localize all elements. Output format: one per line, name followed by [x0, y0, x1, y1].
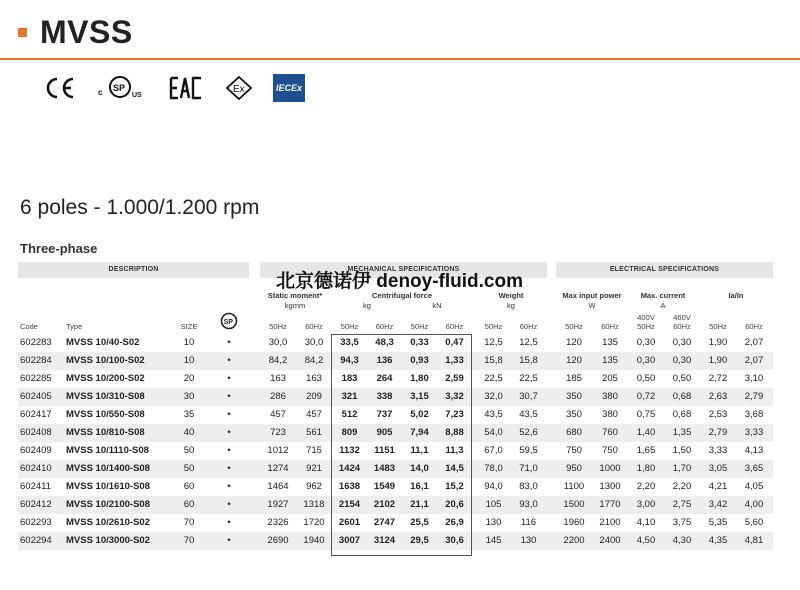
table-cell: 4,10 — [636, 517, 656, 528]
table-cell: 2100 — [599, 517, 621, 528]
table-cell: 0,30 — [672, 355, 692, 366]
table-cell: 78,0 — [484, 463, 503, 474]
table-cell: 29,5 — [410, 535, 429, 546]
watermark-text: 北京德诺伊 denoy-fluid.com — [276, 271, 524, 292]
table-cell: 50 — [183, 463, 195, 474]
table-cell: 2747 — [373, 517, 396, 528]
table-cell: 602412 — [20, 499, 52, 510]
table-cell: 0,30 — [672, 337, 692, 348]
table-cell: 1000 — [599, 463, 621, 474]
band-description: DESCRIPTION — [18, 262, 249, 278]
table-cell: • — [227, 481, 231, 492]
table-cell: 1318 — [303, 499, 325, 510]
table-cell: 1132 — [339, 445, 360, 456]
col-i-460v: 460V — [673, 313, 691, 322]
table-cell: 1500 — [563, 499, 585, 510]
table-cell: 3,33 — [744, 427, 764, 438]
table-cell: 3,15 — [410, 391, 429, 402]
table-cell: 2154 — [338, 499, 361, 510]
table-cell: 1,65 — [636, 445, 656, 456]
table-cell: 1464 — [267, 481, 289, 492]
table-cell: 135 — [602, 355, 618, 366]
table-cell: 43,5 — [519, 409, 538, 420]
table-cell: • — [227, 499, 231, 510]
product-title: MVSS — [40, 14, 133, 50]
table-cell: 1,80 — [636, 463, 656, 474]
table-cell: • — [227, 391, 231, 402]
table-cell: 1927 — [267, 499, 289, 510]
svg-text:SP: SP — [223, 319, 233, 326]
table-cell: 3,00 — [636, 499, 656, 510]
table-cell: 350 — [566, 391, 582, 402]
table-cell: 20 — [183, 373, 195, 384]
table-cell: 338 — [376, 391, 393, 402]
table-cell: 3,32 — [445, 391, 464, 402]
table-cell: 1100 — [563, 481, 585, 492]
table-cell: 1012 — [267, 445, 289, 456]
table-cell: 83,0 — [519, 481, 538, 492]
table-cell: 10 — [183, 355, 195, 366]
table-cell: 602411 — [20, 481, 51, 492]
table-cell: 602409 — [20, 445, 52, 456]
table-cell: 183 — [341, 373, 358, 384]
table-cell: 1,35 — [672, 427, 692, 438]
group-centrifugal-force: Centrifugal force — [371, 291, 432, 300]
table-cell: 737 — [376, 409, 393, 420]
table-cell: 602284 — [20, 355, 52, 366]
table-cell: 380 — [602, 409, 618, 420]
max-current-unit: A — [660, 301, 666, 310]
table-cell: 70 — [183, 517, 195, 528]
table-cell: 0,75 — [636, 409, 656, 420]
table-cell: 3007 — [338, 535, 361, 546]
col-p-50hz: 50Hz — [565, 322, 583, 331]
table-cell: 7,23 — [445, 409, 464, 420]
col-cfkg-60hz: 60Hz — [375, 322, 394, 331]
col-p-60hz: 60Hz — [601, 322, 619, 331]
table-cell: 0,50 — [672, 373, 692, 384]
table-cell: 2,79 — [744, 391, 764, 402]
table-cell: 70 — [183, 535, 195, 546]
table-cell: 1638 — [338, 481, 361, 492]
table-cell: MVSS 10/2100-S08 — [66, 499, 150, 510]
table-cell: 3,05 — [708, 463, 728, 474]
table-cell: 2,72 — [708, 373, 728, 384]
col-sm-60hz: 60Hz — [305, 322, 323, 331]
table-cell: 2,07 — [744, 337, 764, 348]
table-cell: 1770 — [599, 499, 621, 510]
table-cell: 130 — [485, 517, 502, 528]
table-cell: 30,7 — [519, 391, 538, 402]
table-cell: 163 — [306, 373, 322, 384]
table-cell: 0,30 — [636, 337, 656, 348]
table-cell: 602408 — [20, 427, 52, 438]
table-cell: 2400 — [599, 535, 621, 546]
centrifugal-unit-kn: kN — [432, 301, 442, 310]
table-cell: 11,1 — [410, 445, 429, 456]
table-cell: • — [227, 517, 231, 528]
table-cell: 33,5 — [340, 337, 359, 348]
iecex-mark-icon — [272, 74, 306, 102]
col-i-50hz: 50Hz — [637, 322, 655, 331]
table-cell: 84,2 — [304, 355, 324, 366]
table-cell: 30,0 — [304, 337, 324, 348]
ex-mark-icon — [224, 74, 254, 102]
table-cell: 512 — [341, 409, 358, 420]
table-cell: 5,35 — [708, 517, 728, 528]
csa-column-icon — [216, 312, 242, 332]
table-cell: 1,90 — [708, 337, 728, 348]
table-cell: 0,72 — [636, 391, 656, 402]
brand-accent-square — [18, 28, 27, 37]
table-cell: 21,1 — [410, 499, 429, 510]
table-cell: 209 — [306, 391, 322, 402]
table-cell: 2102 — [373, 499, 396, 510]
table-cell: 457 — [306, 409, 322, 420]
ce-mark-icon — [44, 74, 76, 102]
table-cell: MVSS 10/40-S02 — [66, 337, 140, 348]
table-cell: 2,79 — [708, 427, 728, 438]
table-cell: 2601 — [338, 517, 361, 528]
table-cell: 35 — [183, 409, 195, 420]
group-static-moment: Static moment* — [267, 291, 323, 300]
table-cell: 7,94 — [410, 427, 429, 438]
table-cell: 22,5 — [484, 373, 503, 384]
table-cell: 680 — [566, 427, 582, 438]
table-cell: 1,40 — [636, 427, 656, 438]
table-cell: 8,88 — [445, 427, 464, 438]
table-cell: MVSS 10/200-S02 — [66, 373, 145, 384]
table-cell: 84,2 — [268, 355, 288, 366]
table-cell: 22,5 — [519, 373, 538, 384]
group-weight: Weight — [498, 291, 524, 300]
table-cell: MVSS 10/2610-S02 — [66, 517, 150, 528]
weight-unit: kg — [507, 301, 515, 310]
table-cell: 3,10 — [744, 373, 764, 384]
table-cell: 60 — [183, 499, 195, 510]
table-cell: 602293 — [20, 517, 52, 528]
table-cell: 16,1 — [410, 481, 429, 492]
table-cell: 0,33 — [410, 337, 429, 348]
table-cell: 12,5 — [519, 337, 538, 348]
table-cell: 4,21 — [708, 481, 728, 492]
section-subtitle: Three-phase — [20, 241, 98, 256]
table-cell: 136 — [376, 355, 393, 366]
table-cell: 145 — [485, 535, 502, 546]
table-cell: 94,0 — [484, 481, 503, 492]
table-cell: 750 — [602, 445, 618, 456]
table-cell: 0,68 — [672, 409, 692, 420]
table-cell: 2,59 — [445, 373, 464, 384]
col-w-60hz: 60Hz — [519, 322, 538, 331]
table-cell: MVSS 10/100-S02 — [66, 355, 145, 366]
svg-text:US: US — [132, 92, 142, 99]
table-cell: 1,90 — [708, 355, 728, 366]
table-cell: 1424 — [338, 463, 361, 474]
table-cell: 4,50 — [636, 535, 656, 546]
band-electrical: ELECTRICAL SPECIFICATIONS — [556, 262, 773, 278]
table-cell: 14,0 — [410, 463, 429, 474]
table-cell: 602294 — [20, 535, 52, 546]
col-code: Code — [20, 322, 38, 331]
table-cell: 54,0 — [484, 427, 503, 438]
table-cell: • — [227, 355, 231, 366]
table-cell: 1940 — [303, 535, 325, 546]
table-cell: 1,80 — [410, 373, 429, 384]
header-rule — [0, 58, 800, 60]
group-ia-in: Ia/In — [728, 291, 744, 300]
max-input-power-unit: W — [588, 301, 596, 310]
table-cell: 1,70 — [672, 463, 692, 474]
table-cell: 602283 — [20, 337, 52, 348]
col-i-60hz: 60Hz — [673, 322, 691, 331]
table-cell: 15,2 — [445, 481, 464, 492]
table-cell: 2,07 — [744, 355, 764, 366]
group-max-input-power: Max input power — [562, 291, 622, 300]
band-mechanical: MECHANICAL SPECIFICATIONS — [260, 262, 547, 278]
table-cell: 264 — [376, 373, 393, 384]
table-cell: 0,30 — [636, 355, 656, 366]
table-cell: 48,3 — [375, 337, 394, 348]
table-cell: 2,63 — [708, 391, 728, 402]
table-cell: 962 — [306, 481, 322, 492]
table-cell: 561 — [306, 427, 322, 438]
table-cell: 2,75 — [672, 499, 692, 510]
col-i-400v: 400V — [637, 313, 655, 322]
table-cell: • — [227, 337, 231, 348]
col-size: SIZE — [180, 322, 198, 331]
section-title: 6 poles - 1.000/1.200 rpm — [20, 196, 260, 219]
table-cell: 105 — [485, 499, 502, 510]
table-cell: 130 — [520, 535, 537, 546]
eac-mark-icon — [168, 74, 204, 102]
table-cell: 4,30 — [672, 535, 692, 546]
table-cell: 1151 — [374, 445, 395, 456]
table-cell: 2,53 — [708, 409, 728, 420]
table-cell: MVSS 10/3000-S02 — [66, 535, 150, 546]
centrifugal-unit-kg: kg — [363, 301, 371, 310]
table-cell: 2690 — [267, 535, 289, 546]
group-max-current: Max. current — [640, 291, 686, 300]
table-cell: 2326 — [267, 517, 289, 528]
table-cell: 760 — [602, 427, 618, 438]
svg-text:IECEx: IECEx — [276, 83, 303, 93]
table-cell: 0,47 — [445, 337, 464, 348]
table-cell: 163 — [270, 373, 286, 384]
table-cell: 14,5 — [445, 463, 464, 474]
table-cell: 2,20 — [672, 481, 692, 492]
table-cell: MVSS 10/1610-S08 — [66, 481, 150, 492]
table-cell: 1,50 — [672, 445, 692, 456]
table-cell: 15,8 — [484, 355, 503, 366]
table-cell: 1300 — [599, 481, 621, 492]
table-cell: 602405 — [20, 391, 52, 402]
table-cell: 3,42 — [708, 499, 728, 510]
table-cell: 5,60 — [744, 517, 764, 528]
table-cell: 2200 — [563, 535, 585, 546]
static-moment-unit: kgmm — [284, 301, 306, 310]
table-cell: 3,75 — [672, 517, 692, 528]
col-cfkn-50hz: 50Hz — [410, 322, 429, 331]
table-cell: 10 — [183, 337, 195, 348]
table-cell: 94,3 — [340, 355, 359, 366]
table-cell: 602285 — [20, 373, 52, 384]
col-ia-60hz: 60Hz — [745, 322, 763, 331]
table-cell: • — [227, 535, 231, 546]
table-cell: 921 — [306, 463, 322, 474]
svg-text:Ex: Ex — [233, 84, 245, 95]
table-cell: 4,35 — [708, 535, 728, 546]
table-cell: 32,0 — [484, 391, 503, 402]
table-cell: 1960 — [563, 517, 585, 528]
table-cell: 750 — [566, 445, 582, 456]
table-cell: 1483 — [373, 463, 396, 474]
table-cell: 3,68 — [744, 409, 764, 420]
table-cell: 1549 — [373, 481, 396, 492]
table-cell: 185 — [566, 373, 582, 384]
table-cell: 12,5 — [484, 337, 503, 348]
table-cell: 67,0 — [484, 445, 503, 456]
svg-text:c: c — [98, 88, 103, 97]
table-cell: • — [227, 463, 231, 474]
table-cell: 60 — [183, 481, 195, 492]
table-cell: 40 — [183, 427, 195, 438]
table-cell: MVSS 10/1110-S08 — [66, 445, 149, 456]
table-cell: 50 — [183, 445, 195, 456]
table-cell: 43,5 — [484, 409, 503, 420]
table-cell: 723 — [270, 427, 286, 438]
table-cell: 286 — [270, 391, 286, 402]
table-cell: 1,33 — [445, 355, 464, 366]
col-type: Type — [66, 322, 83, 331]
col-sm-50hz: 50Hz — [269, 322, 287, 331]
table-cell: MVSS 10/1400-S08 — [66, 463, 150, 474]
centrifugal-force-highlight-box — [331, 334, 472, 556]
col-ia-50hz: 50Hz — [709, 322, 727, 331]
table-cell: MVSS 10/310-S08 — [66, 391, 145, 402]
table-cell: MVSS 10/550-S08 — [66, 409, 145, 420]
table-cell: 0,50 — [636, 373, 656, 384]
table-cell: • — [227, 373, 231, 384]
table-cell: 4,00 — [744, 499, 764, 510]
table-cell: 4,81 — [744, 535, 764, 546]
table-cell: 4,05 — [744, 481, 764, 492]
table-cell: 3,33 — [708, 445, 728, 456]
table-cell: 120 — [566, 337, 582, 348]
table-cell: MVSS 10/810-S08 — [66, 427, 145, 438]
table-cell: 30,0 — [268, 337, 288, 348]
table-cell: • — [227, 409, 231, 420]
table-cell: 1720 — [303, 517, 325, 528]
table-cell: 4,13 — [744, 445, 764, 456]
table-cell: • — [227, 445, 231, 456]
table-cell: 3124 — [373, 535, 396, 546]
table-cell: 120 — [566, 355, 582, 366]
table-cell: 116 — [520, 517, 537, 528]
table-cell: 30 — [183, 391, 195, 402]
table-cell: 26,9 — [445, 517, 464, 528]
table-cell: 457 — [270, 409, 286, 420]
csa-us-mark-icon — [96, 74, 148, 102]
table-cell: 15,8 — [519, 355, 538, 366]
table-cell: 380 — [602, 391, 618, 402]
table-cell: 25,5 — [410, 517, 429, 528]
table-cell: 2,20 — [636, 481, 656, 492]
col-cfkn-60hz: 60Hz — [445, 322, 464, 331]
table-cell: • — [227, 427, 231, 438]
table-cell: 3,65 — [744, 463, 764, 474]
table-cell: 59,5 — [519, 445, 538, 456]
table-cell: 350 — [566, 409, 582, 420]
table-cell: 809 — [341, 427, 358, 438]
table-cell: 602417 — [20, 409, 52, 420]
table-cell: 1274 — [267, 463, 289, 474]
table-cell: 71,0 — [519, 463, 538, 474]
table-cell: 30,6 — [445, 535, 464, 546]
table-cell: 135 — [602, 337, 618, 348]
table-cell: 93,0 — [519, 499, 538, 510]
table-cell: 715 — [306, 445, 322, 456]
table-cell: 52,6 — [519, 427, 538, 438]
col-cfkg-50hz: 50Hz — [340, 322, 359, 331]
table-cell: 905 — [376, 427, 393, 438]
table-cell: 950 — [566, 463, 582, 474]
table-cell: 0,93 — [410, 355, 429, 366]
table-cell: 321 — [341, 391, 358, 402]
table-cell: 205 — [602, 373, 618, 384]
col-w-50hz: 50Hz — [484, 322, 503, 331]
svg-text:SP: SP — [113, 83, 126, 93]
table-cell: 602410 — [20, 463, 52, 474]
table-cell: 0,68 — [672, 391, 692, 402]
table-cell: 5,02 — [410, 409, 429, 420]
table-cell: 20,6 — [445, 499, 464, 510]
table-cell: 11,3 — [445, 445, 464, 456]
